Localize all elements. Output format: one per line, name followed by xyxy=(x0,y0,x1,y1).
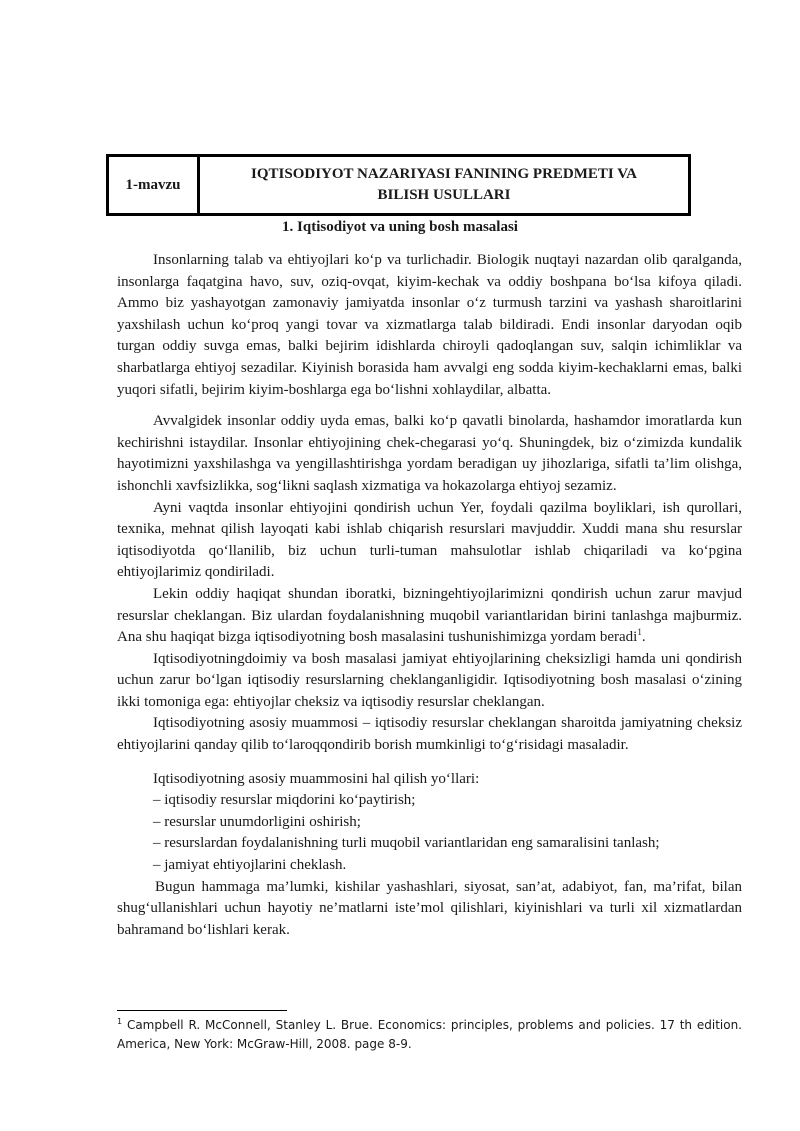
body-text xyxy=(117,250,742,941)
list-intro: Iqtisodiyotning asosiy muammosini hal qilish yo‘llari: xyxy=(153,770,480,787)
topic-title: IQTISODIYOT NAZARIYASI FANINING PREDMETI VA BILISH USULLARI xyxy=(251,166,637,203)
footnote-text: Campbell R. McConnell, Stanley L. Brue. Economics: principles, problems and policies. 17 th edition. America, New York: McGraw-Hill, 2008. page 8-9. xyxy=(117,1018,742,1051)
paragraph-2: Avvalgidek insonlar oddiy uyda emas, balki ko‘p qavatli binolarda, hashamdor imoratlarda kun kechirishni istaydilar. Insonlar ehtiyojining chek-chegarasi yo‘q. Shuningdek, biz o‘zimizda kundalik hayotimizni yaxshilashga va yengillashtirishga yordam beradigan uy jihozlariga, sifatli ta’lim olishga, ishonchli xavfsizlikka, sog‘likni saqlash xizmatiga va hokazolarga ehtiyoj sezamiz. xyxy=(117,413,742,494)
section-heading: 1. Iqtisodiyot va uning bosh masalasi xyxy=(282,219,518,235)
list-item: – resurslardan foydalanishning turli muqobil variantlaridan eng samaralisini tanlash; xyxy=(153,835,660,852)
footnote xyxy=(117,1016,742,1054)
closing-paragraph: Bugun hammaga ma’lumki, kishilar yashashlari, siyosat, san’at, adabiyot, fan, ma’rifat, bilan shug‘ullanishlari uchun hayotiy ne’matlarni iste’mol qilishlari, kiyinishlari va turli xil xizmatlardan bahramand bo‘lishlari kerak. xyxy=(117,878,742,938)
list-item: – resurslar unumdorligini oshirish; xyxy=(153,813,361,830)
footnote-divider xyxy=(117,1010,287,1011)
paragraph-4-text: Lekin oddiy haqiqat shundan iboratki, bizningehtiyojlarimizni qondirish uchun zarur mavjud resurslar cheklangan. Biz ulardan foydalanishning muqobil variantlaridan birini tanlashga majburmiz. Ana shu haqiqat bizga iqtisodiyotning bosh masalasini tushunishimizga yordam beradi xyxy=(117,585,742,646)
footnote-reference[interactable]: 1 xyxy=(637,627,642,638)
list-item: – jamiyat ehtiyojlarini cheklash. xyxy=(153,857,347,874)
paragraph-6: Iqtisodiyotning asosiy muammosi – iqtisodiy resurslar cheklangan sharoitda jamiyatning cheksiz ehtiyojlarini qanday qilib to‘laroqqondirib borish mumkinligi to‘g‘risidagi masaladir. xyxy=(117,715,742,754)
footnote-number: 1 xyxy=(117,1017,123,1026)
topic-number: 1-mavzu xyxy=(109,157,200,213)
topic-header-table xyxy=(106,154,691,216)
paragraph-1: Insonlarning talab va ehtiyojlari ko‘p va turlichadir. Biologik nuqtayi nazardan olib qaralganda, insonlarga faqatgina havo, suv, oziq-ovqat, kiyim-kechak va oddiy boshpana bo‘lsa kifoya qiladi. Ammo biz yashayotgan zamonaviy jamiyatda insonlar o‘z turmush tarzini va yashash sharoitlarini yaxshilash uchun ko‘proq yangi tovar va xizmatlarga talab bildiradi. Endi insonlar daryodan oqib turgan oddiy suvga emas, balki bejirim idishlarda chiroyli qadoqlangan suv, salqin ichimliklar va sharbatlarga ehtiyoj sezadilar. Kiyinish borasida ham avvalgi eng sodda kiyim-kechaklarni emas, balki yuqori sifatli, bejirim kiyim-boshlarga ega bo‘lishni xohlaydilar, albatta. xyxy=(117,252,742,398)
paragraph-4: Lekin oddiy haqiqat shundan iboratki, bizningehtiyojlarimizni qondirish uchun zarur mavjud resurslar cheklangan. Biz ulardan foydalanishning muqobil variantlaridan birini tanlashga majburmiz. Ana shu haqiqat bizga iqtisodiyotning bosh masalasini tushunishimizga yordam beradi$^1$. xyxy=(117,585,742,646)
paragraph-3: Ayni vaqtda insonlar ehtiyojini qondirish uchun Yer, foydali qazilma boyliklari, ish qurollari, texnika, mehnat qilish layoqati kabi ishlab chiqarish resurslari mavjuddir. Xuddi mana shu resurslar iqtisodiyotda qo‘llanilib, biz uchun turli-tuman mahsulotlar ishlab chiqariladi va ko‘pgina ehtiyojlarimiz qondiriladi. xyxy=(117,499,742,581)
list-item: – iqtisodiy resurslar miqdorini ko‘paytirish; xyxy=(153,792,416,809)
paragraph-5: Iqtisodiyotningdoimiy va bosh masalasi jamiyat ehtiyojlarining cheksizligi hamda uni qondirish uchun zarur bo‘lgan iqtisodiy resurslarning cheklanganligidir. Iqtisodiyotning bosh masalasi o‘zining ikki tomoniga ega: ehtiyojlar cheksiz va iqtisodiy resurslar cheklangan. xyxy=(117,650,742,710)
